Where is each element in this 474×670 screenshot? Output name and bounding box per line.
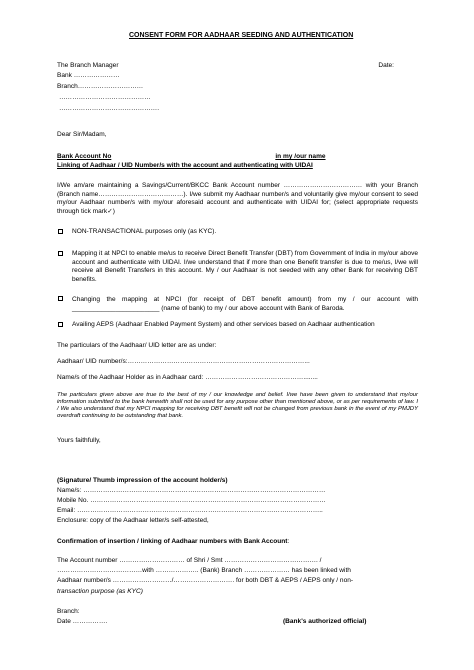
subject-our-name: in my /our name <box>275 153 326 160</box>
signature-heading: (Signature/ Thumb impression of the account holder/s) <box>57 477 228 484</box>
option-text-kyc: NON-TRANSACTIONAL purposes only (as KYC). <box>72 228 217 235</box>
address-branch-line: Branch………………………… <box>57 83 144 90</box>
signature-email-line: Email: ………………………………………………………………………………………………….. <box>57 507 323 514</box>
bank-authorized-official: (Bank's authorized official) <box>283 618 367 625</box>
form-title: CONSENT FORM FOR AADHAAR SEEDING AND AUTHENTICATION <box>129 32 354 39</box>
option-text-dbt: Mapping it at NPCI to enable me/us to receive Direct Benefit Transfer (DBT) from Government of India in my/our above account and authenticate with UIDAI. I/we understand that if more than one Benefit transfer is due to me/us, I/we will receive all Benefit Transfers in this account. My / our Aadhaar is not seeded with any other Bank for receiving DBT benefits. <box>72 250 418 283</box>
confirmation-heading-colon: : <box>287 538 290 545</box>
salutation: Dear Sir/Madam, <box>57 131 107 138</box>
confirmation-bank-branch-line: …………………………………with ……………….. (Bank) Branch ………………… has been linked with <box>57 567 351 574</box>
addressee-line: The Branch Manager <box>57 62 119 69</box>
declaration-paragraph: The particulars given above are true to the best of my / our knowledge and belief. I/we have been given to understand that my/our information submitted to the bank herewith shall not be used for any purpose other than mentioned above, or as per requirements of law. I / We also understand that my NPCI mapping for receiving DBT benefit will not be changed from previous bank in the event of my PMJDY overdraft continuing to be outstanding that bank. <box>57 392 418 420</box>
option-checkbox-kyc[interactable] <box>58 229 63 234</box>
confirmation-purpose-line: transaction purpose (as KYC) <box>57 588 143 595</box>
option-checkbox-change-mapping[interactable] <box>58 296 63 301</box>
aadhaar-uid-number-line: Aadhaar/ UID number/s:………………………………………………………………………... <box>57 358 310 365</box>
option-text-aeps: Availing AEPS (Aadhaar Enabled Payment System) and other services based on Aadhaar authentication <box>72 321 375 328</box>
date-label: Date: <box>378 62 394 69</box>
subject-account-label <box>57 153 383 161</box>
option-checkbox-dbt[interactable] <box>58 251 63 256</box>
address-blank-line-1: …………………………………… <box>59 94 151 101</box>
aadhaar-holder-name-line: Name/s of the Aadhaar Holder as in Aadhaar card: ………………………………………........ <box>57 374 318 381</box>
particulars-heading: The particulars of the Aadhaar/ UID letter are as under: <box>57 342 217 349</box>
option-checkbox-aeps[interactable] <box>58 322 63 327</box>
confirmation-heading-text: Confirmation of insertion / linking of Aadhaar numbers with Bank Account <box>57 538 288 545</box>
subject-account-no: Bank Account No <box>57 153 112 160</box>
address-header-row <box>57 62 394 70</box>
subject-linking-line: Linking of Aadhaar / UID Number/s with the account and authenticating with UIDAI <box>57 162 313 169</box>
closing-yours-faithfully: Yours faithfully, <box>57 437 101 444</box>
signature-mobile-line: Mobile No. ……………………………………………………………………………………………… <box>57 497 326 504</box>
confirmation-heading <box>57 538 289 546</box>
confirmation-aadhaar-line: Aadhaar number/s ………………………/………………………. for both DBT & AEPS / AEPS only / non- <box>57 577 354 584</box>
confirmation-date-label: Date ……………. <box>57 618 108 625</box>
option-text-change-mapping: Changing the mapping at NPCI (for receipt of DBT benefit amount) from my / our account with ________________________ (name of bank) to my / our above account with Bank of Baroda. <box>72 296 418 312</box>
enclosure-line: Enclosure: copy of the Aadhaar letter/s self-attested, <box>57 517 209 524</box>
address-bank-line: Bank ………………… <box>57 72 120 79</box>
address-blank-line-2: ………………………………………. <box>59 105 160 112</box>
confirmation-branch-label: Branch: <box>57 608 80 615</box>
intro-paragraph: I/We am/are maintaining a Savings/Current/BKCC Bank Account number ……………………………… with your Branch (Branch name…………………………………). I/we submit my Aadhaar number/s and voluntarily give my/our consent to seed my/our Aadhaar number/s with my/our aforesaid account and authenticate with UIDAI for; (select appropriate requests through tick mark✓) <box>57 182 418 215</box>
confirmation-account-line: The Account number ………………………… of Shri / Smt ……………………………………. / <box>57 557 322 564</box>
signature-names-line: Name/s: ………………………………………………………………………………………………… <box>57 487 326 494</box>
